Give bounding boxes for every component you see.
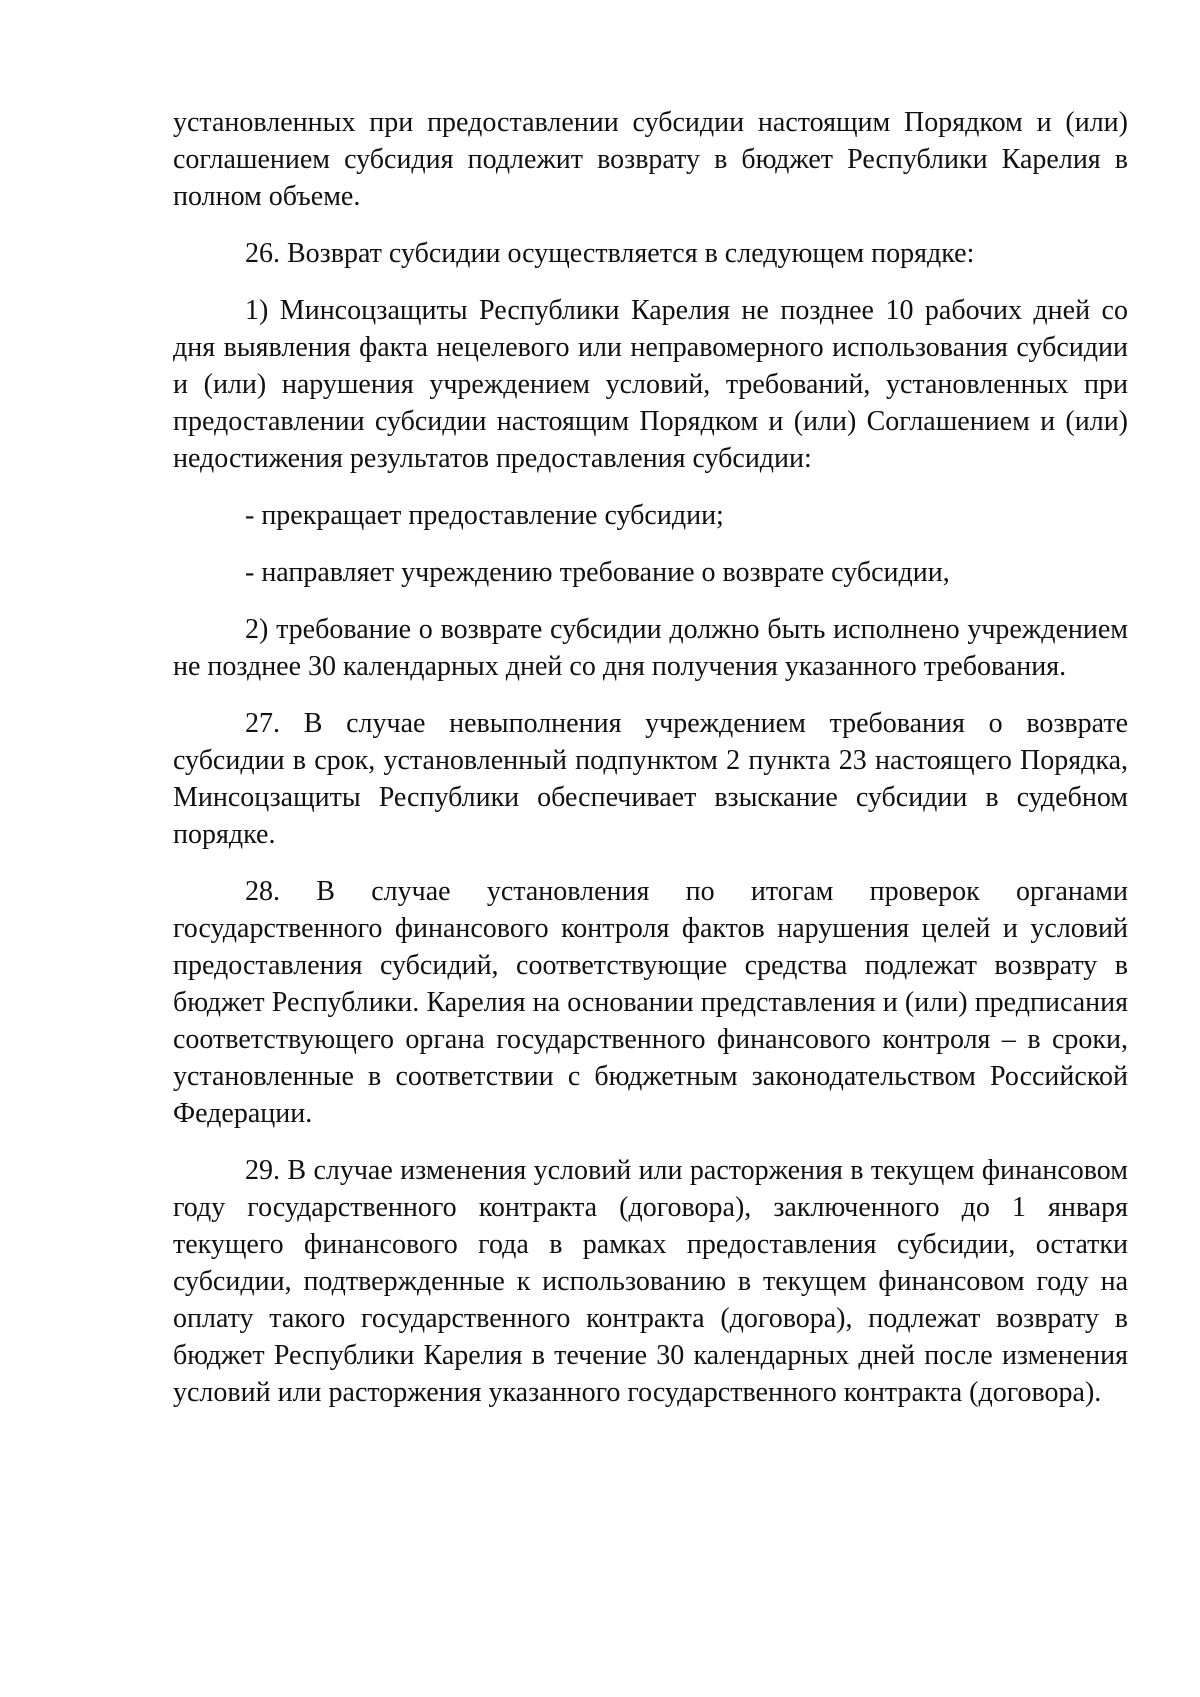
paragraph-26: 26. Возврат субсидии осуществляется в следующем порядке: xyxy=(245,238,975,269)
paragraph-26-item-2: 2) требование о возврате субсидии должно быть исполнено учреждением не позднее 30 календарных дней со дня получения указанного требования. xyxy=(173,614,1128,682)
paragraph-26-item-1-bullet-2: - направляет учреждению требование о возврате субсидии, xyxy=(245,557,950,588)
paragraph-26-item-1: 1) Минсоцзащиты Республики Карелия не позднее 10 рабочих дней со дня выявления факта нецелевого или неправомерного использования субсидии и (или) нарушения учреждением условий, требований, установленных при предоставлении субсидии настоящим Порядком и (или) Соглашением и (или) недостижения результатов предоставления субсидии: xyxy=(173,295,1128,474)
paragraph-29: 29. В случае изменения условий или расторжения в текущем финансовом году государственного контракта (договора), заключенного до 1 января текущего финансового года в рамках предоставления субсидии, остатки субсидии, подтвержденные к использованию в текущем финансовом году на оплату такого государственного контракта (договора), подлежат возврату в бюджет Республики Карелия в течение 30 календарных дней после изменения условий или расторжения указанного государственного контракта (договора). xyxy=(173,1155,1128,1408)
paragraph-26-item-1-bullet-1: - прекращает предоставление субсидии; xyxy=(245,500,724,531)
paragraph-continuation: установленных при предоставлении субсидии настоящим Порядком и (или) соглашением субсидия подлежит возврату в бюджет Республики Карелия в полном объеме. xyxy=(173,107,1128,212)
document-page xyxy=(173,104,1128,1431)
paragraph-28: 28. В случае установления по итогам проверок органами государственного финансового контроля фактов нарушения целей и условий предоставления субсидий, соответствующие средства подлежат возврату в бюджет Республики. Карелия на основании представления и (или) предписания соответствующего органа государственного финансового контроля – в сроки, установленные в соответствии с бюджетным законодательством Российской Федерации. xyxy=(173,876,1128,1129)
paragraph-27: 27. В случае невыполнения учреждением требования о возврате субсидии в срок, установленный подпунктом 2 пункта 23 настоящего Порядка, Минсоцзащиты Республики обеспечивает взыскание субсидии в судебном порядке. xyxy=(173,708,1128,850)
